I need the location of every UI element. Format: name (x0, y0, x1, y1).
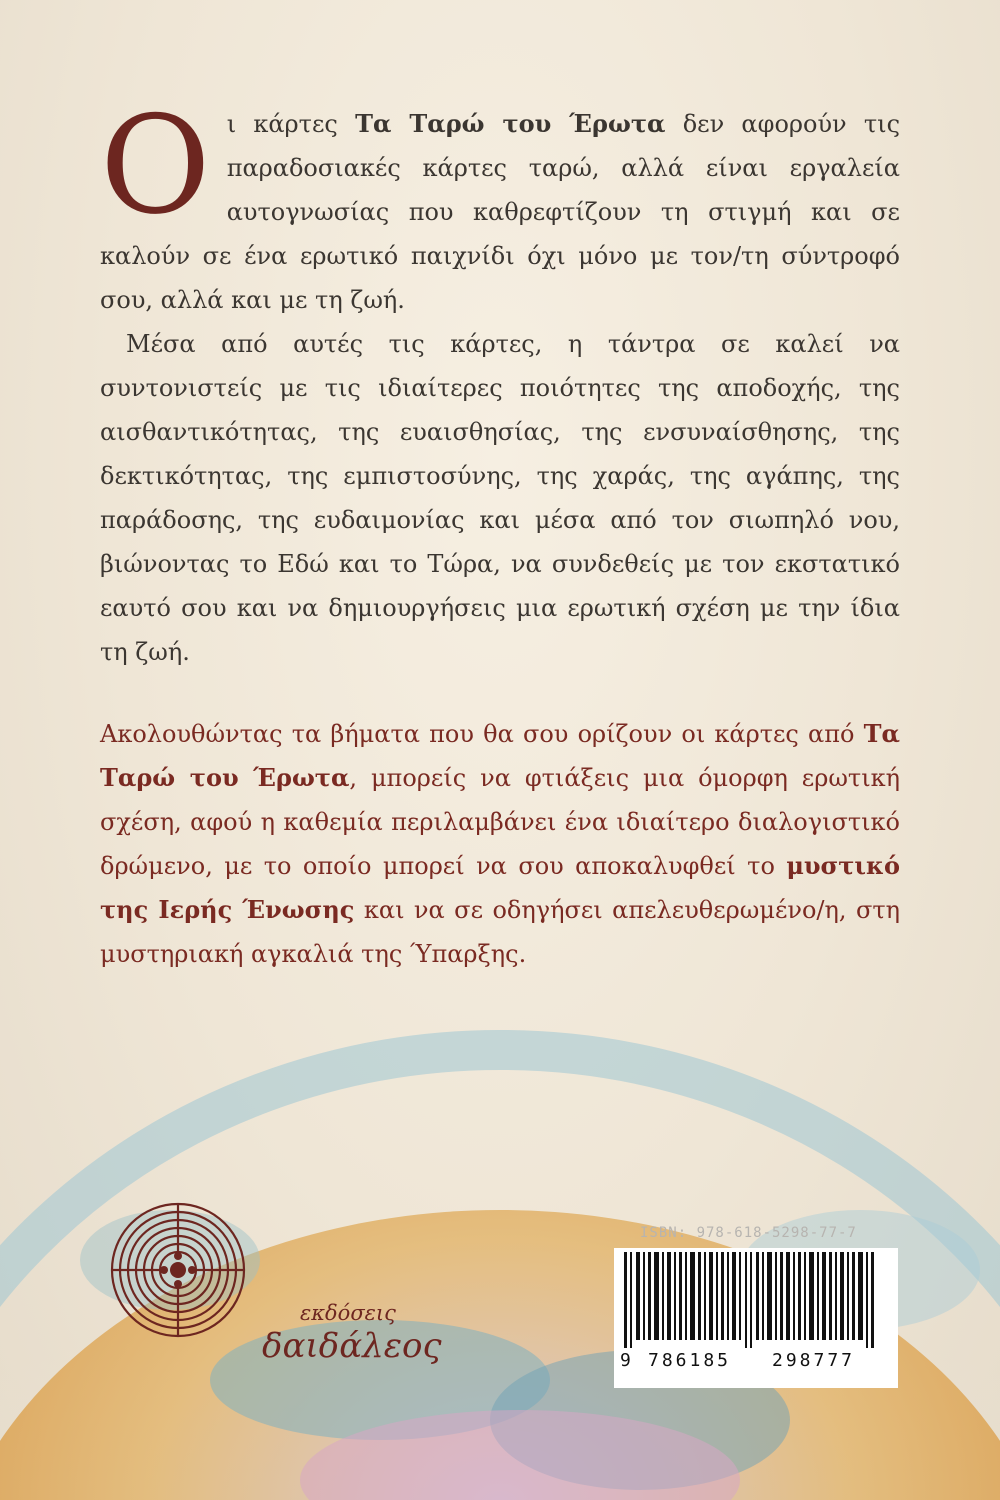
tantra-paragraph (100, 322, 900, 674)
barcode-bars (614, 1248, 898, 1348)
barcode-digits-group1: 786185 (648, 1350, 732, 1371)
barcode-digits-group2: 298777 (772, 1350, 856, 1371)
book-title-emphasis-2: Τα Ταρώ του Έρωτα (100, 719, 900, 792)
sacred-union-emphasis: μυστικό της Ιερής Ένωσης (100, 851, 900, 924)
book-title-emphasis: Τα Ταρώ του Έρωτα (355, 109, 666, 138)
steps-paragraph (100, 712, 900, 976)
steps-text-start: Ακολουθώντας τα βήματα που θα σου ορίζουν οι κάρτες από (100, 720, 864, 748)
drop-cap: Ο (100, 87, 211, 244)
publisher-label: εκδόσεις (300, 1301, 396, 1325)
steps-text-middle: , μπορείς να φτιάξεις μια όμορφη ερωτική σχέση, αφού η καθεμία περιλαμβάνει ένα ιδιαίτερο διαλογιστικό δρώμενο, με το οποίο μπορεί να σου αποκαλυφθεί το (100, 764, 900, 880)
isbn-label: ISBN: 978-618-5298-77-7 (640, 1225, 857, 1241)
tantra-text: Μέσα από αυτές τις κάρτες, η τάντρα σε καλεί να συντονιστείς με τις ιδιαίτερες ποιότητες της αποδοχής, της αισθαντικότητας, της ευαισθησίας, της ενσυναίσθησης, της δεκτικότητας, της εμπιστοσύνης, της χαράς, της αγάπης, της παράδοσης, της ευδαιμονίας και μέσα από τον σιωπηλό νου, βιώνοντας το Εδώ και το Τώρα, να συνδεθείς με τον εκστατικό εαυτό σου και να δημιουργήσεις μια ερωτική σχέση με την ίδια τη ζωή. (100, 330, 900, 666)
intro-text-start: ι κάρτες (226, 110, 356, 138)
steps-text-end: και να σε οδηγήσει απελευθερωμένο/η, στη μυστηριακή αγκαλιά της Ύπαρξης. (100, 896, 900, 968)
intro-text-rest: δεν αφορούν τις παραδοσιακές κάρτες ταρώ, αλλά είναι εργαλεία αυτογνωσίας που καθρεφτίζουν τη στιγμή και σε καλούν σε ένα ερωτικό παιχνίδι όχι μόνο με τον/τη σύντροφό σου, αλλά και με τη ζωή. (100, 110, 901, 314)
intro-paragraph (100, 87, 901, 322)
barcode-lead-digit: 9 (620, 1350, 631, 1371)
publisher-name: δαιδάλεος (262, 1326, 442, 1366)
